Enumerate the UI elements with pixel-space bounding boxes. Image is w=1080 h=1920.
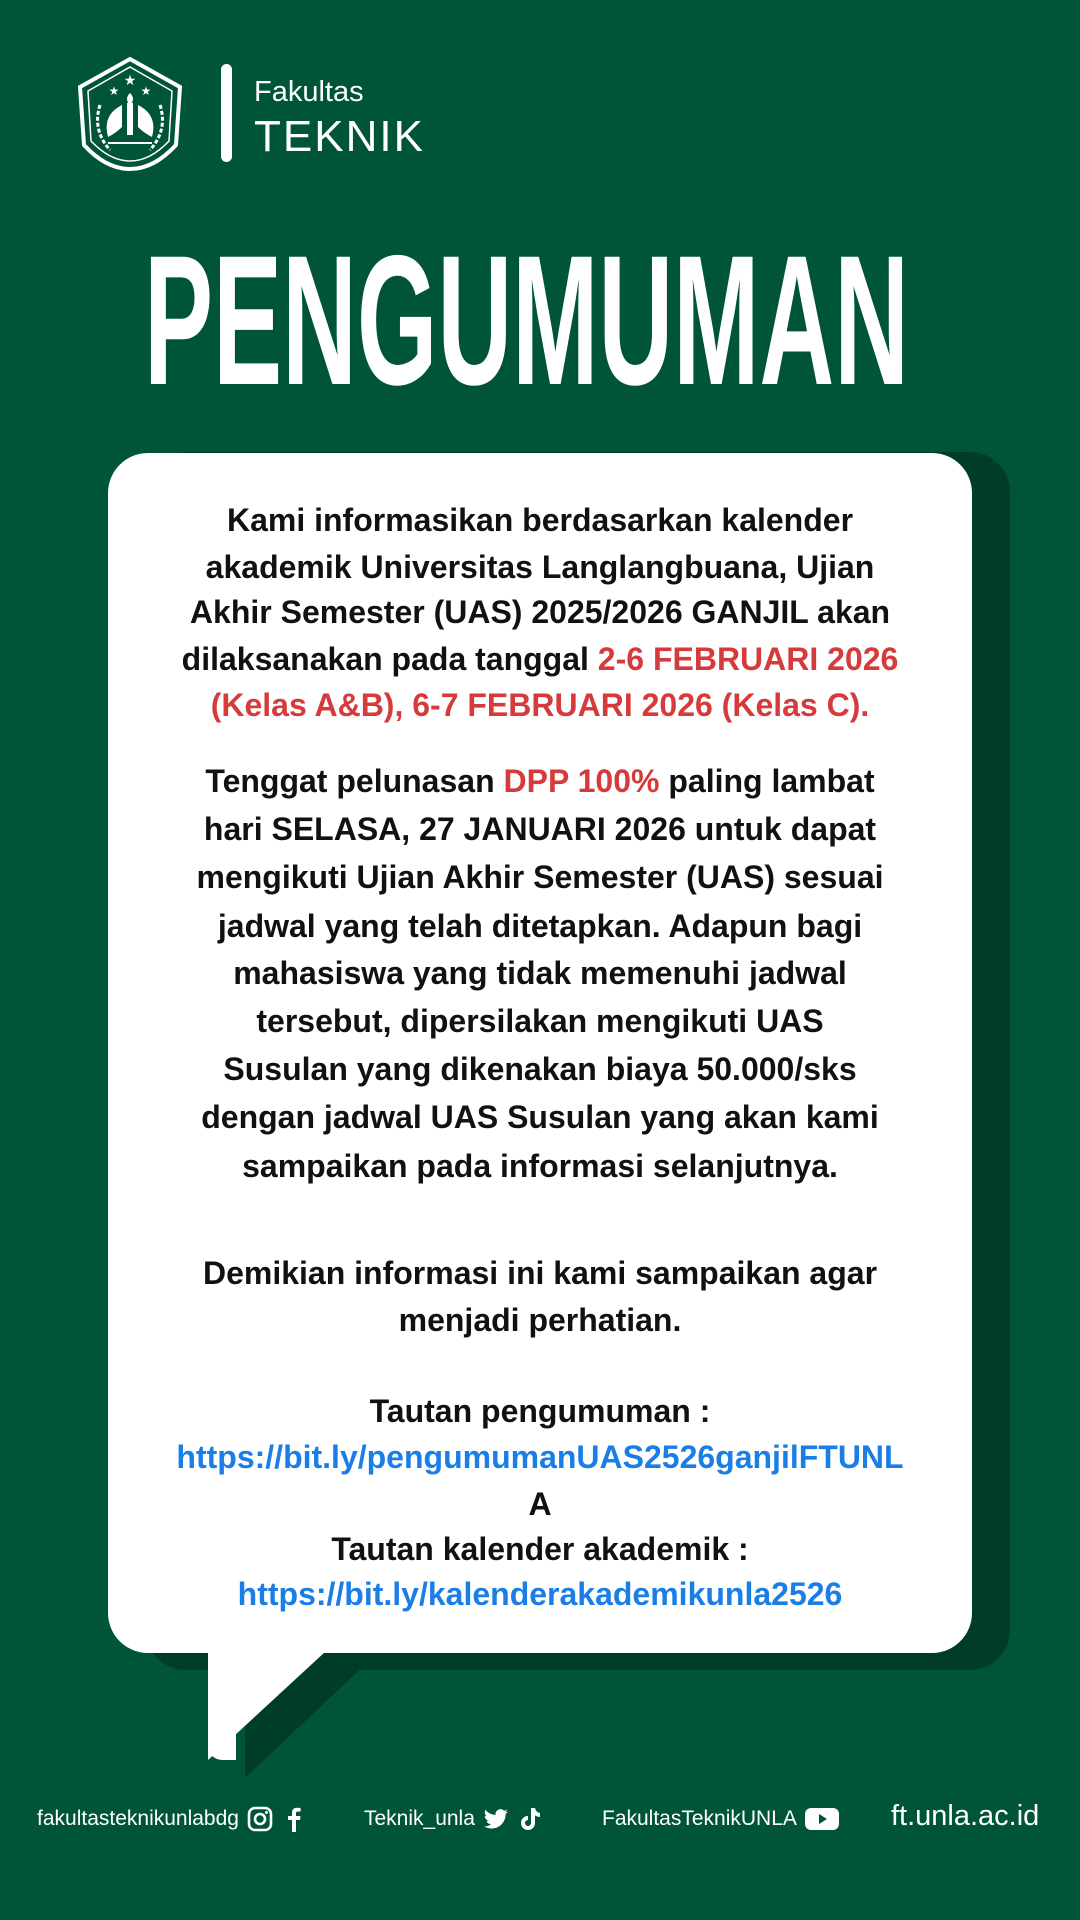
body-line [120, 1570, 960, 1618]
body-text: dilaksanakan pada tanggal [181, 641, 598, 677]
instagram-handle: fakultasteknikunlabdg [37, 1807, 239, 1830]
body-line [120, 496, 960, 544]
body-text: Demikian informasi ini kami sampaikan agar [202, 1255, 878, 1291]
body-line [120, 1480, 960, 1528]
link[interactable]: https://bit.ly/pengumumanUAS2526ganjilFTUNL [176, 1439, 904, 1475]
body-text: Akhir Semester (UAS) 2025/2026 GANJIL akan [189, 594, 891, 630]
body-line [120, 1387, 960, 1435]
body-line [120, 635, 960, 683]
highlight-text: (Kelas A&B), 6-7 FEBRUARI 2026 (Kelas C). [210, 687, 870, 723]
body-text: A [528, 1486, 552, 1522]
university-emblem-logo [72, 55, 188, 173]
speech-bubble-tail-base [208, 1640, 236, 1760]
body-text: Tautan kalender akademik : [331, 1531, 749, 1567]
body-line [120, 543, 960, 591]
body-text: Tautan pengumuman : [369, 1393, 711, 1429]
body-text: mengikuti Ujian Akhir Semester (UAS) sesuai [196, 859, 884, 895]
body-line [120, 1249, 960, 1297]
footer-twitter-tiktok[interactable] [364, 1806, 543, 1832]
youtube-handle: FakultasTeknikUNLA [602, 1807, 797, 1830]
body-text: Tenggat pelunasan [205, 763, 504, 799]
body-text: mahasiswa yang tidak memenuhi jadwal [233, 955, 847, 991]
body-line [120, 1045, 960, 1093]
facebook-icon[interactable] [281, 1806, 307, 1832]
body-text: tersebut, dipersilakan mengikuti UAS [256, 1003, 824, 1039]
body-text: paling lambat [659, 763, 875, 799]
body-line [120, 1296, 960, 1344]
body-text: jadwal yang telah ditetapkan. Adapun bagi [217, 908, 863, 944]
body-line [120, 997, 960, 1045]
divider-bar [221, 64, 232, 162]
body-text: Susulan yang dikenakan biaya 50.000/sks [223, 1051, 857, 1087]
body-line [120, 1093, 960, 1141]
youtube-icon[interactable] [805, 1806, 839, 1832]
body-line [120, 1525, 960, 1573]
faculty-label: Fakultas [254, 76, 364, 108]
body-line [120, 1142, 960, 1190]
link[interactable]: https://bit.ly/kalenderakademikunla2526 [237, 1576, 843, 1612]
body-line [120, 681, 960, 729]
body-line [120, 588, 960, 636]
body-text: dengan jadwal UAS Susulan yang akan kami [201, 1099, 879, 1135]
body-text: menjadi perhatian. [398, 1302, 682, 1338]
footer-youtube[interactable] [602, 1806, 839, 1832]
highlight-text: DPP 100% [503, 763, 660, 799]
body-text: akademik Universitas Langlangbuana, Ujian [205, 549, 875, 585]
body-line [120, 757, 960, 805]
faculty-name: TEKNIK [254, 112, 425, 161]
twitter-icon[interactable] [483, 1806, 509, 1832]
body-line [120, 949, 960, 997]
body-line [120, 853, 960, 901]
instagram-icon[interactable] [247, 1806, 273, 1832]
svg-text:★: ★ [108, 84, 120, 98]
svg-text:★: ★ [123, 72, 137, 88]
svg-text:★: ★ [140, 84, 152, 98]
page-title: PENGUMUMAN [144, 236, 909, 396]
highlight-text: 2-6 FEBRUARI 2026 [597, 641, 899, 677]
footer-instagram-facebook[interactable] [37, 1806, 307, 1832]
page-title-wrap [0, 236, 1080, 396]
body-line [120, 805, 960, 853]
body-text: Kami informasikan berdasarkan kalender [226, 502, 854, 538]
twitter-handle: Teknik_unla [364, 1807, 475, 1830]
body-text: sampaikan pada informasi selanjutnya. [242, 1148, 838, 1184]
website-link[interactable]: ft.unla.ac.id [891, 1800, 1040, 1832]
body-line [120, 1433, 960, 1481]
body-text: hari SELASA, 27 JANUARI 2026 untuk dapat [203, 811, 877, 847]
body-line [120, 902, 960, 950]
tiktok-icon[interactable] [517, 1806, 543, 1832]
